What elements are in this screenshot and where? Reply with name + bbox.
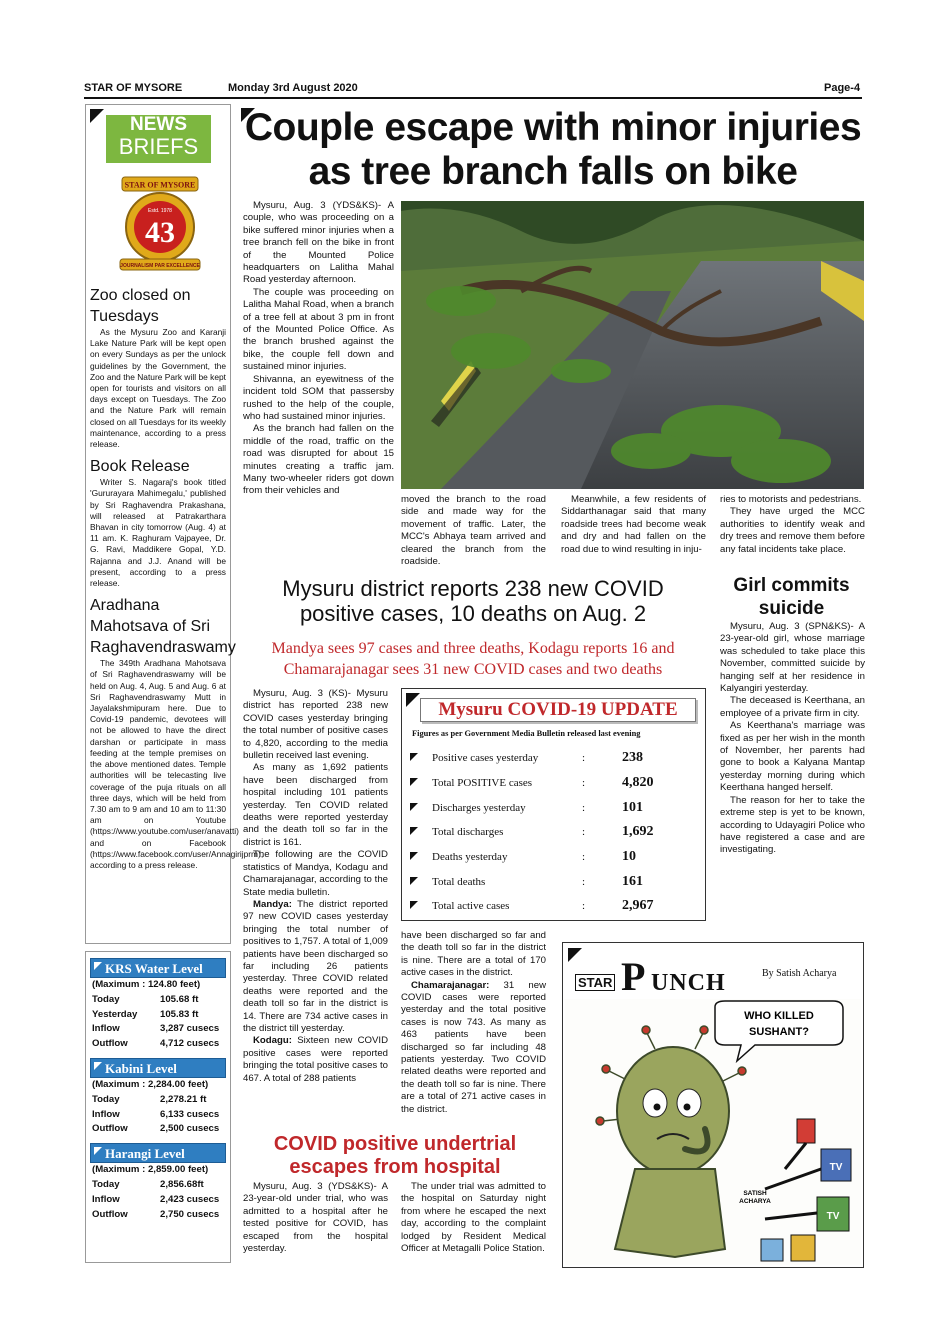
row-bullet-marker bbox=[410, 827, 418, 835]
water-level-value: 105.68 ft bbox=[160, 993, 199, 1005]
water-level-maximum: (Maximum : 2,859.00 feet) bbox=[92, 1164, 209, 1176]
water-level-block bbox=[90, 1058, 226, 1137]
water-level-value: 2,856.68ft bbox=[160, 1178, 204, 1190]
covid-virus-cartoon bbox=[565, 999, 861, 1265]
covid-update-title: Mysuru COVID-19 UPDATE bbox=[420, 698, 696, 722]
covid-column-2 bbox=[401, 930, 546, 1116]
covid-stat-value: 161 bbox=[622, 873, 643, 889]
water-level-label: Inflow bbox=[92, 1023, 120, 1035]
lead-col4-line1: ries to motorists and pedestrians. bbox=[720, 494, 862, 505]
water-level-maximum: (Maximum : 124.80 feet) bbox=[92, 979, 201, 990]
punch-star-label: STAR bbox=[575, 974, 615, 991]
covid-headline-line2: positive cases, 10 deaths on Aug. 2 bbox=[299, 601, 647, 626]
covid-stat-colon: : bbox=[582, 801, 586, 814]
covid-stat-row bbox=[410, 820, 700, 845]
covid-stat-label: Total active cases bbox=[432, 900, 510, 913]
brief-aradhana-body: The 349th Aradhana Mahotsava of Sri Raghavendraswamy will be held on Aug. 4, Aug. 5 and Aug. 6 at Sri Raghavendraswamy Mutt in Jayalakshmipuram here. Due to Covid-19 pandemic, devotees will not be allowed to have the direct darshan or participate in mass feeding at the temple premises on the above mentioned dates. Temple authorities will be telecasting live coverage of the puja rituals on all three days, which will be held from 7.30 am to 9 am and 10 am to 11:30 am on Youtube (https://www.youtube.com/user/anavatti) and on Facebook (https://www.facebook.com/user/Annagirijprm), according to a press release. bbox=[90, 658, 264, 870]
water-level-block bbox=[90, 958, 226, 1052]
lead-col2-text: moved the branch to the road side and made way for the movement of traffic. Later, the MCC's Abhaya team arrived and cleared the branch from the roadside. bbox=[401, 494, 546, 568]
covid-stat-colon: : bbox=[582, 900, 586, 913]
box-corner-marker bbox=[406, 693, 420, 707]
covid-stat-value: 4,820 bbox=[622, 775, 654, 791]
covid-stat-bullet bbox=[410, 820, 432, 845]
covid-stat-bullet bbox=[410, 869, 432, 894]
undertrial-column-1 bbox=[243, 1181, 388, 1255]
lead-col4-para2: They have urged the MCC authorities to identify weak and dry trees and remove them before any fatal incidents take place. bbox=[720, 506, 865, 555]
covid-stat-value: 1,692 bbox=[622, 824, 654, 840]
logo-number: 43 bbox=[145, 216, 175, 249]
mic-label-2: TV bbox=[826, 1211, 840, 1222]
covid-stat-row bbox=[410, 771, 700, 796]
cartoon-signature-2: ACHARYA bbox=[739, 1198, 771, 1205]
lead-headline-line2: as tree branch falls on bike bbox=[308, 150, 798, 193]
star-punch-logo bbox=[575, 954, 753, 999]
water-level-row bbox=[90, 1037, 226, 1052]
brief-zoo-body: As the Mysuru Zoo and Karanji Lake Nature Park will be kept open on every Sundays as per the unlock guidelines by the Government, the Zoo and the Nature Park will be kept open for tourists and visitors on all days except on Tuesdays. The Zoo and the Nature Park will remain closed on all Tuesdays for its weekly maintenance, according to a press release. bbox=[90, 327, 226, 450]
water-level-title-text: Harangi Level bbox=[105, 1146, 185, 1162]
lead-col3-text: Meanwhile, a few residents of Siddarthanagar said that many roadside trees had become weak and dry and had fallen on the road due to wind resulting in inju- bbox=[561, 494, 706, 555]
level-corner-marker bbox=[94, 1147, 102, 1155]
covid-stat-label: Deaths yesterday bbox=[432, 851, 508, 864]
undertrial-headline-line2: escapes from hospital bbox=[289, 1156, 501, 1178]
level-corner-marker bbox=[94, 1062, 102, 1070]
covid-col2-text-para: have been discharged so far and the death toll so far in the district is nine. There are a total of 170 active cases in the district. bbox=[401, 930, 546, 979]
covid-stat-label: Positive cases yesterday bbox=[432, 752, 539, 765]
logo-estd-text: Estd. 1978 bbox=[148, 208, 172, 214]
masthead-rule bbox=[84, 97, 862, 99]
covid-stat-row bbox=[410, 845, 700, 870]
covid-stat-value: 10 bbox=[622, 849, 636, 865]
water-level-value: 2,278.21 ft bbox=[160, 1093, 207, 1105]
undertrial-col1-text: Mysuru, Aug. 3 (YDS&KS)- A 23-year-old under trial, who was admitted to a hospital after he tested positive for COVID, has escaped from the hospital yesterday. bbox=[243, 1181, 388, 1255]
page-number: Page-4 bbox=[824, 82, 861, 94]
covid-stat-colon: : bbox=[582, 826, 586, 839]
covid-update-box bbox=[401, 688, 706, 921]
covid-stat-bullet bbox=[410, 771, 432, 796]
covid-stat-label: Total deaths bbox=[432, 875, 486, 888]
girl-body-text bbox=[720, 621, 865, 857]
covid-stat-label: Total discharges bbox=[432, 826, 504, 839]
water-level-label: Outflow bbox=[92, 1123, 128, 1135]
fallen-tree-photo bbox=[401, 201, 864, 489]
lead-para-2: The couple was proceeding on Lalitha Mahal Road, when a branch of a tree fell at about 3 pm in front of the Mounted Police Office. As the branch brushed against the bike, the couple fell down and sustained minor injuries. bbox=[243, 286, 394, 373]
row-bullet-marker bbox=[410, 753, 418, 761]
covid-col1-text-para: Mandya: The district reported 97 new COVID cases yesterday bringing the total number of positives to 1,757. A total of 1,009 patients have been discharged so far including 26 patients yesterday. Three COVID related deaths were reported and the death toll so far in the district is 14. There are 734 active cases in the district till yesterday. bbox=[243, 898, 388, 1034]
undertrial-headline-line1: COVID positive undertrial bbox=[273, 1133, 517, 1155]
mic-label-1: TV bbox=[829, 1162, 843, 1173]
issue-date: Monday 3rd August 2020 bbox=[228, 82, 358, 94]
water-level-row bbox=[90, 1178, 226, 1193]
brief-book-body: Writer S. Nagaraj's book titled 'Gururayara Mahimegalu,' published by Sri Raghavendra Prakashana, will released at Patrakarthara Bhavan in city tomorrow (Aug. 4) at 11 am. K. Raghuram Vajpayee, Dr. G. Ravi, Maddikere Gopal, Y.D. Rajanna and J.J. Anand will be present, according to a press release. bbox=[90, 477, 226, 589]
water-level-label: Today bbox=[92, 993, 120, 1005]
covid-stat-row bbox=[410, 795, 700, 820]
water-level-label: Inflow bbox=[92, 1193, 120, 1205]
girl-headline-line2: suicide bbox=[758, 598, 825, 619]
undertrial-col2-text: The under trial was admitted to the hospital on Saturday night from where he escaped the next day, according to the complaint lodged by Resident Medical Officer at Metagalli Police Station. bbox=[401, 1181, 546, 1255]
water-level-value: 6,133 cusecs bbox=[160, 1108, 220, 1120]
water-level-value: 2,500 cusecs bbox=[160, 1123, 220, 1135]
news-briefs-box bbox=[85, 104, 264, 944]
water-level-label: Outflow bbox=[92, 1208, 128, 1220]
row-bullet-marker bbox=[410, 852, 418, 860]
girl-body-text-para: The reason for her to take the extreme step is yet to be known, according to Udayagiri Police who have registered a case and are investigating. bbox=[720, 794, 865, 856]
covid-stat-label: Total POSITIVE cases bbox=[432, 777, 533, 790]
punch-big-p: P bbox=[621, 954, 646, 999]
lead-para-4: As the branch had fallen on the middle of the road, traffic on the road was disrupted for about 15 minutes creating a traffic jam. Many two-wheeler riders got down from their vehicles and bbox=[243, 423, 394, 497]
brief-zoo-heading: Zoo closed on Tuesdays bbox=[90, 287, 191, 325]
lead-column-2 bbox=[401, 494, 546, 568]
girl-headline bbox=[719, 574, 864, 620]
punch-corner-marker bbox=[568, 948, 582, 962]
water-level-title-text: Kabini Level bbox=[105, 1060, 177, 1076]
briefs-title-news: NEWS bbox=[130, 114, 187, 135]
water-level-block bbox=[90, 1143, 226, 1222]
covid-stat-colon: : bbox=[582, 875, 586, 888]
lead-headline-line1: Couple escape with minor injuries bbox=[244, 106, 862, 149]
covid-update-note: Figures as per Government Media Bulletin released last evening bbox=[412, 729, 641, 738]
star-of-mysore-43-logo bbox=[112, 171, 208, 281]
water-level-value: 4,712 cusecs bbox=[160, 1038, 220, 1050]
water-level-row bbox=[90, 1022, 226, 1037]
covid-stat-bullet bbox=[410, 746, 432, 771]
water-level-table bbox=[90, 1078, 226, 1137]
water-level-title-text: KRS Water Level bbox=[105, 961, 203, 976]
water-level-table bbox=[90, 1163, 226, 1222]
water-level-label: Today bbox=[92, 1178, 120, 1190]
water-level-maximum: (Maximum : 2,284.00 feet) bbox=[92, 1078, 209, 1090]
lead-column-4 bbox=[720, 494, 865, 556]
covid-headline-line1: Mysuru district reports 238 new COVID bbox=[282, 576, 664, 601]
water-level-row bbox=[90, 1193, 226, 1208]
undertrial-column-2 bbox=[401, 1181, 546, 1255]
covid-subheadline bbox=[240, 638, 706, 680]
water-level-title bbox=[90, 958, 226, 978]
undertrial-headline bbox=[240, 1133, 550, 1179]
brief-book-heading: Book Release bbox=[90, 458, 190, 476]
girl-body-text-para: The deceased is Keerthana, an employee of a private firm in city. bbox=[720, 695, 865, 719]
girl-body-text-para: As Keerthana's marriage was fixed as per her wish in the month of November, her parents had gone to book a Kalyana Mantap yesterday morning during which Keerthana hanged herself. bbox=[720, 720, 865, 794]
covid-stat-value: 101 bbox=[622, 799, 643, 815]
covid-stat-bullet bbox=[410, 894, 432, 919]
covid-col1-text-para: Mysuru, Aug. 3 (KS)- Mysuru district has reported 238 new COVID cases yesterday bringing the total number of positive cases to 4,820, according to the media bulletin received last evening. bbox=[243, 688, 388, 762]
logo-top-text: STAR OF MYSORE bbox=[124, 180, 196, 190]
covid-stats-table bbox=[410, 746, 700, 919]
covid-col1-text-para: Kodagu: Sixteen new COVID positive cases were reported bringing the total positive cases to 467. A total of 288 patients bbox=[243, 1035, 388, 1084]
covid-stat-value: 238 bbox=[622, 750, 643, 766]
water-level-value: 3,287 cusecs bbox=[160, 1023, 220, 1035]
water-level-title bbox=[90, 1058, 226, 1078]
water-level-title bbox=[90, 1143, 226, 1163]
logo-bottom-text: JOURNALISM PAR EXCELLENCE bbox=[120, 263, 200, 269]
covid-col1-text-para: As many as 1,692 patients have been discharged from hospital including 101 patients yesterday. Ten COVID related deaths were reported yesterday and the death toll so far in the district is 161. bbox=[243, 762, 388, 848]
water-levels-box bbox=[85, 951, 231, 1263]
cartoon-signature-1: SATISH bbox=[743, 1190, 767, 1197]
covid-stat-row bbox=[410, 746, 700, 771]
water-level-label: Outflow bbox=[92, 1038, 128, 1050]
water-level-row bbox=[90, 993, 226, 1008]
covid-col2-text bbox=[401, 930, 546, 1116]
lead-para-1: Mysuru, Aug. 3 (YDS&KS)- A couple, who was proceeding on a bike suffered minor injuries when a tree branch fell on the bike in front of the Mounted Police headquarters on Lalitha Mahal Road yesterday afternoon. bbox=[243, 200, 394, 286]
headline-corner-marker bbox=[241, 108, 255, 122]
briefs-banner bbox=[106, 115, 211, 163]
covid-sub-line1: Mandya sees 97 cases and three deaths, Kodagu reports 16 and bbox=[271, 640, 675, 657]
covid-stat-row bbox=[410, 894, 700, 919]
water-level-label: Yesterday bbox=[92, 1008, 138, 1020]
lead-para-3: Shivanna, an eyewitness of the incident told SOM that passersby rushed to the help of the couple, who had sustained minor injuries. bbox=[243, 373, 394, 422]
water-level-table bbox=[90, 978, 226, 1052]
brief-aradhana-heading: Aradhana Mahotsava of Sri Raghavendraswamy bbox=[90, 597, 236, 657]
covid-col1-text bbox=[243, 688, 388, 1085]
covid-sub-line2: Chamarajanagar sees 31 new COVID cases and two deaths bbox=[283, 661, 663, 678]
girl-body-text-para: Mysuru, Aug. 3 (SPN&KS)- A 23-year-old girl, whose marriage was scheduled to take place this November, committed suicide by hanging self at her residence in Kalyangiri yesterday. bbox=[720, 621, 865, 695]
corner-marker bbox=[90, 109, 104, 123]
covid-stat-colon: : bbox=[582, 777, 586, 790]
water-level-row bbox=[90, 1008, 226, 1023]
bubble-line2: SUSHANT? bbox=[749, 1026, 809, 1038]
row-bullet-marker bbox=[410, 877, 418, 885]
bubble-line1: WHO KILLED bbox=[744, 1010, 814, 1022]
row-bullet-marker bbox=[410, 803, 418, 811]
water-level-label: Today bbox=[92, 1093, 120, 1105]
water-level-value: 2,423 cusecs bbox=[160, 1193, 220, 1205]
girl-story-body bbox=[720, 621, 865, 857]
covid-stat-label: Discharges yesterday bbox=[432, 801, 526, 814]
covid-headline bbox=[240, 576, 706, 626]
punch-byline: By Satish Acharya bbox=[762, 968, 837, 979]
star-punch-box bbox=[562, 942, 864, 1268]
lead-column-1 bbox=[243, 200, 394, 498]
covid-stat-colon: : bbox=[582, 851, 586, 864]
water-level-row bbox=[90, 1108, 226, 1123]
water-level-label: Inflow bbox=[92, 1108, 120, 1120]
water-level-row bbox=[90, 1093, 226, 1108]
covid-col1-text-para: The following are the COVID statistics of Mandya, Kodagu and Chamarajanagar, according to the State media bulletin. bbox=[243, 849, 388, 898]
water-level-value: 2,750 cusecs bbox=[160, 1208, 220, 1220]
covid-column-1 bbox=[243, 688, 388, 1085]
water-level-value: 105.83 ft bbox=[160, 1008, 199, 1020]
briefs-title-briefs: BRIEFS bbox=[118, 134, 199, 159]
row-bullet-marker bbox=[410, 778, 418, 786]
water-level-row bbox=[90, 1122, 226, 1137]
covid-stat-colon: : bbox=[582, 752, 586, 765]
paper-name: STAR OF MYSORE bbox=[84, 82, 183, 94]
covid-col2-text-para: Chamarajanagar: 31 new COVID cases were reported yesterday and the total positive cases is now 743. As many as 463 patients have been discharged so far including 48 patients yesterday. Two COVID related deaths were reported and the death toll so far is nine. There are a total of 271 active cases in the district. bbox=[401, 979, 546, 1115]
lead-column-3 bbox=[561, 494, 706, 556]
row-bullet-marker bbox=[410, 901, 418, 909]
water-level-row bbox=[90, 1208, 226, 1223]
level-corner-marker bbox=[94, 962, 102, 970]
covid-stat-value: 2,967 bbox=[622, 898, 654, 914]
covid-stat-row bbox=[410, 869, 700, 894]
girl-headline-line1: Girl commits bbox=[733, 575, 850, 596]
covid-stat-bullet bbox=[410, 845, 432, 870]
punch-unch: UNCH bbox=[651, 970, 726, 996]
covid-stat-bullet bbox=[410, 795, 432, 820]
